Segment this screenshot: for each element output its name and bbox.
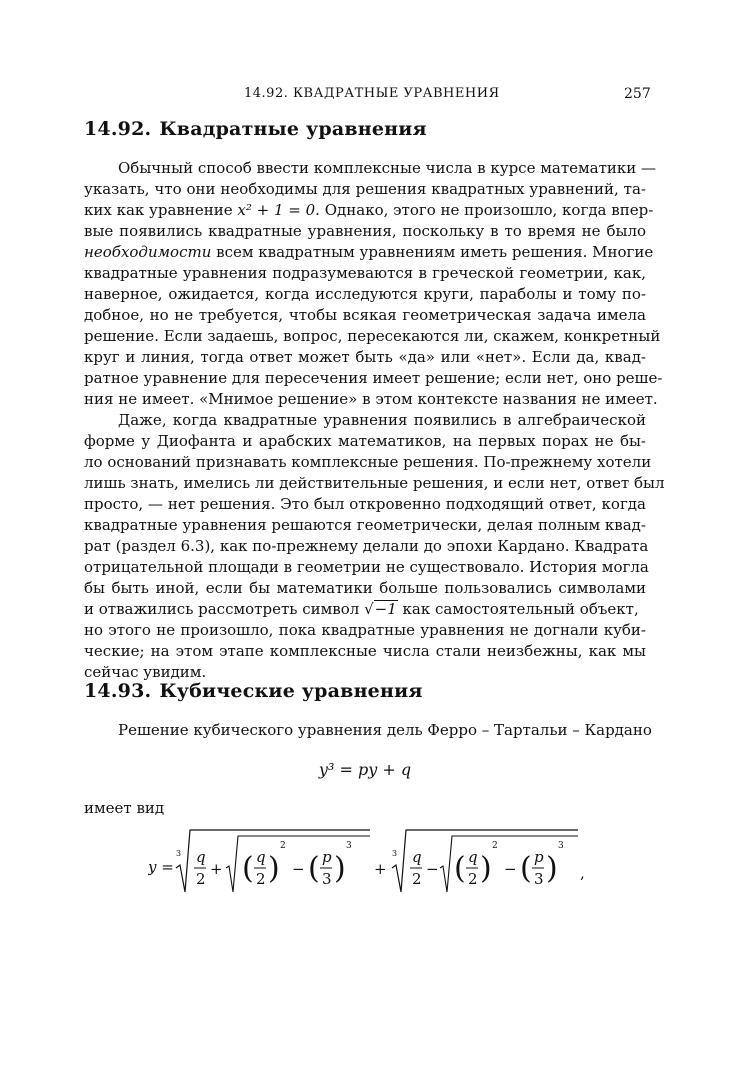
text-line: но этого не произошло, пока квадратные уравнения не догнали куби- [84, 621, 646, 639]
paren-close: ) [334, 851, 346, 886]
paren-close: ) [546, 851, 558, 886]
running-head: 14.92. КВАДРАТНЫЕ УРАВНЕНИЯ [244, 86, 500, 101]
text-span: Однако, этого не произошло, когда впер- [324, 201, 654, 219]
paren-close: ) [480, 851, 492, 886]
section-title: Квадратные уравнения [159, 118, 427, 140]
minus-sign: − [292, 860, 305, 878]
fraction-3: 3 [322, 870, 332, 888]
text-line: указать, что они необходимы для решения квадратных уравнений, та- [84, 180, 646, 198]
minus-sign: − [504, 860, 517, 878]
paren-open: ( [242, 851, 254, 886]
root-index: 3 [392, 849, 398, 858]
text-line: бы быть иной, если бы математики больше пользовались символами [84, 579, 646, 597]
fraction-2: 2 [412, 870, 422, 888]
text-line: рат (раздел 6.3), как по-прежнему делали до эпохи Кардано. Квадрата [84, 537, 649, 555]
paren-close: ) [268, 851, 280, 886]
minus-sign: − [426, 860, 439, 878]
text-line: Обычный способ ввести комплексные числа в курсе математики — [118, 159, 657, 177]
inline-equation: x² + 1 = 0. [237, 201, 320, 219]
fraction-3: 3 [534, 870, 544, 888]
page-number: 257 [624, 86, 651, 102]
cardano-formula-svg [148, 822, 588, 902]
text-line: наверное, ожидается, когда исследуются круги, параболы и тому по- [84, 285, 646, 303]
fraction-p: p [534, 848, 544, 866]
text-line: ло оснований признавать комплексные решения. По-прежнему хотели [84, 453, 652, 471]
cubic-equation: y³ = py + q [318, 760, 412, 779]
fraction-2: 2 [256, 870, 266, 888]
plus-sign: + [210, 860, 223, 878]
text-line: ческие; на этом этапе комплексные числа стали неизбежны, как мы [84, 642, 646, 660]
text-line: квадратные уравнения решаются геометрически, делая полным квад- [84, 516, 646, 534]
text-span: ких как уравнение [84, 201, 233, 219]
text-line: квадратные уравнения подразумеваются в греческой геометрии, как, [84, 264, 646, 282]
text-line: ния не имеет. «Мнимое решение» в этом контексте названия не имеет. [84, 390, 658, 408]
fraction-q: q [256, 848, 266, 866]
text-span: всем квадратным уравнениям иметь решения. Многие [216, 243, 654, 261]
text-line: имеет вид [84, 799, 165, 817]
text-span: и отважились рассмотреть символ [84, 600, 360, 618]
fraction-2: 2 [196, 870, 206, 888]
fraction-2: 2 [468, 870, 478, 888]
paren-open: ( [308, 851, 320, 886]
text-line: отрицательной площади в геометрии не существовало. История могла [84, 558, 649, 576]
sqrt-symbol: √ [364, 600, 374, 618]
text-line: вые появились квадратные уравнения, поскольку в то время не было [84, 222, 646, 240]
fraction-q: q [196, 848, 206, 866]
formula-lhs: y = [148, 858, 174, 876]
exponent-3: 3 [558, 841, 564, 851]
fraction-q: q [468, 848, 478, 866]
paren-open: ( [520, 851, 532, 886]
text-line: круг и линия, тогда ответ может быть «да» или «нет». Если да, квад- [84, 348, 646, 366]
exponent-2: 2 [280, 841, 286, 851]
text-line [84, 200, 654, 220]
text-line: добное, но не требуется, чтобы всякая геометрическая задача имела [84, 306, 646, 324]
section-heading-14-92 [84, 118, 427, 140]
text-line: форме у Диофанта и арабских математиков, на первых порах не бы- [84, 432, 646, 450]
text-line [84, 242, 654, 262]
paren-open: ( [454, 851, 466, 886]
text-line [84, 599, 646, 619]
fraction-q: q [412, 848, 422, 866]
text-span: как самостоятельный объект, [402, 600, 639, 618]
text-line: лишь знать, имелись ли действительные решения, и если нет, ответ был [84, 474, 665, 492]
exponent-2: 2 [492, 841, 498, 851]
plus-sign: + [374, 860, 387, 878]
section-number: 14.93. [84, 680, 152, 702]
section-number: 14.92. [84, 118, 152, 140]
section-heading-14-93 [84, 680, 423, 702]
exponent-3: 3 [346, 841, 352, 851]
text-line: Решение кубического уравнения дель Ферро – Тартальи – Кардано [118, 721, 652, 739]
emphasis: необходимости [84, 243, 212, 261]
text-line: сейчас увидим. [84, 663, 207, 681]
cardano-formula [148, 822, 588, 902]
comma: , [580, 864, 585, 882]
text-line: решение. Если задаешь, вопрос, пересекаются ли, скажем, конкретный [84, 327, 661, 345]
section-title: Кубические уравнения [159, 680, 423, 702]
text-line: ратное уравнение для пересечения имеет решение; если нет, оно реше- [84, 369, 663, 387]
text-line: просто, — нет решения. Это был откровенно подходящий ответ, когда [84, 495, 646, 513]
root-index: 3 [176, 849, 182, 858]
text-line: Даже, когда квадратные уравнения появились в алгебраической [118, 411, 646, 429]
sqrt-argument: −1 [374, 600, 397, 618]
fraction-p: p [322, 848, 332, 866]
